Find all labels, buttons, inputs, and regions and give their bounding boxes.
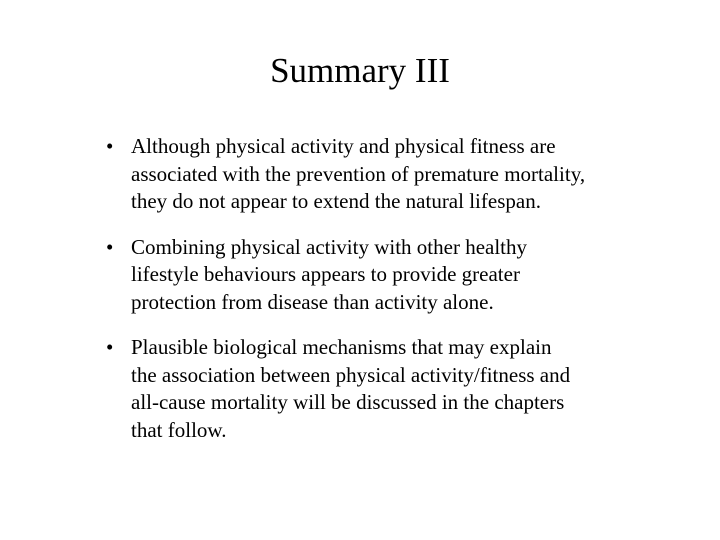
- bullet-icon: •: [106, 335, 114, 359]
- bullet-item: [106, 234, 666, 317]
- bullet-item: [106, 133, 666, 216]
- bullet-line: protection from disease than activity alone.: [131, 289, 494, 314]
- bullet-line: they do not appear to extend the natural lifespan.: [131, 189, 541, 213]
- bullet-line: all-cause mortality will be discussed in the chapters: [131, 390, 565, 414]
- bullet-line: Plausible biological mechanisms that may explain: [131, 335, 552, 359]
- bullet-item: [106, 334, 666, 444]
- bullet-list: [106, 133, 666, 462]
- bullet-line: the association between physical activity/fitness and: [131, 362, 571, 387]
- bullet-line: lifestyle behaviours appears to provide greater: [131, 262, 520, 286]
- bullet-icon: •: [106, 234, 114, 259]
- bullet-line: Combining physical activity with other healthy: [131, 234, 528, 259]
- slide-title: Summary III: [270, 51, 450, 90]
- bullet-line: associated with the prevention of premature mortality,: [131, 161, 586, 186]
- bullet-line: that follow.: [131, 417, 227, 442]
- bullet-icon: •: [106, 134, 114, 158]
- bullet-line: Although physical activity and physical fitness are: [131, 134, 556, 158]
